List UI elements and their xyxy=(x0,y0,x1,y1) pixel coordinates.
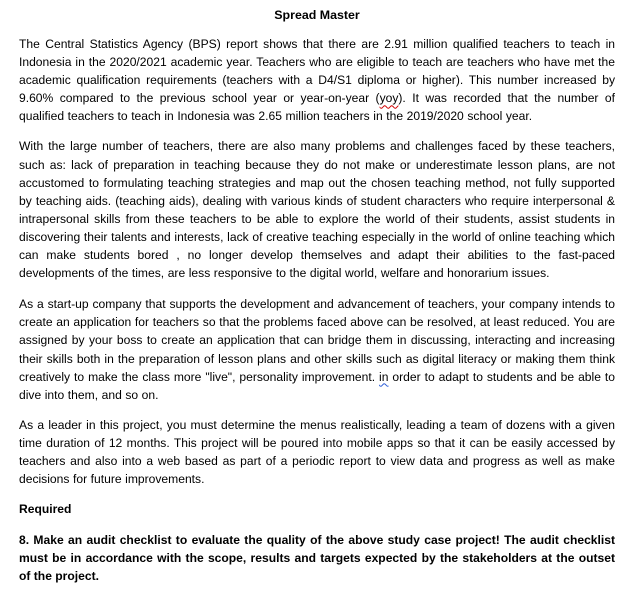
paragraph-1-text-start: The Central Statistics Agency (BPS) report shows that there are 2.91 million qualified teachers to teach in Indonesia in the 2020/2021 academic year. Teachers who are eligible to teach are teachers who have met the academic qualification requirements (teachers with a D4/S1 diploma or higher). This number increased by 9.60% compared to the previous school year or year-on-year ( xyxy=(19,37,615,106)
question-8: 8. Make an audit checklist to evaluate the quality of the above study case project! The audit checklist must be in accordance with the scope, results and targets expected by the stakeholders at the outset of the project. xyxy=(19,533,615,584)
paragraph-teacher-problems: With the large number of teachers, there are also many problems and challenges faced by these teachers, such as: lack of preparation in teaching because they do not make or underestimate lesson plans, are not accustomed to formulating teaching strategies and map out the chosen teaching method, not fully supported by teaching aids. (teaching aids), dealing with various kinds of student characters who require interpersonal & intrapersonal skills from these teachers to be able to explore the world of their students, assist students in discovering their talents and interests, lack of creative teaching especially in the world of online teaching which can make students bored , no longer develop themselves and adapt their abilities to the fast-paced developments of the times, are less responsive to the digital world, welfare and honorarium issues. xyxy=(19,139,615,281)
document-title: Spread Master xyxy=(274,8,360,22)
spellcheck-word-yoy[interactable]: yoy xyxy=(379,91,399,106)
paragraph-3-text-start: As a start-up company that supports the development and advancement of teachers, your company intends to create an application for teachers so that the problems faced above can be resolved, at least reduced. You are assigned by your boss to create an application that can bridge them in discussing, interacting and increasing their skills both in the preparation of lesson plans and other skills such as digital literacy or making them think creatively to make the class more "live", personality improvement. xyxy=(19,297,615,384)
paragraph-1-text-end: ). It was recorded that the number of qualified teachers to teach in Indonesia was 2.65 million teachers in the 2019/2020 school year. xyxy=(19,91,615,124)
grammar-check-word-in[interactable]: in xyxy=(379,369,389,384)
paragraph-startup-assignment xyxy=(19,295,615,404)
paragraph-3-text-end: order to adapt to students and be able to dive into them, and so on. xyxy=(19,369,615,402)
required-heading: Required xyxy=(19,502,72,517)
paragraph-project-leader: As a leader in this project, you must determine the menus realistically, leading a team of dozens with a given time duration of 12 months. This project will be poured into mobile apps so that it can be easily accessed by teachers and also into a web based as part of a periodic report to view data and progress as well as make decisions for future improvements. xyxy=(19,417,615,487)
paragraph-teacher-statistics xyxy=(19,35,615,125)
